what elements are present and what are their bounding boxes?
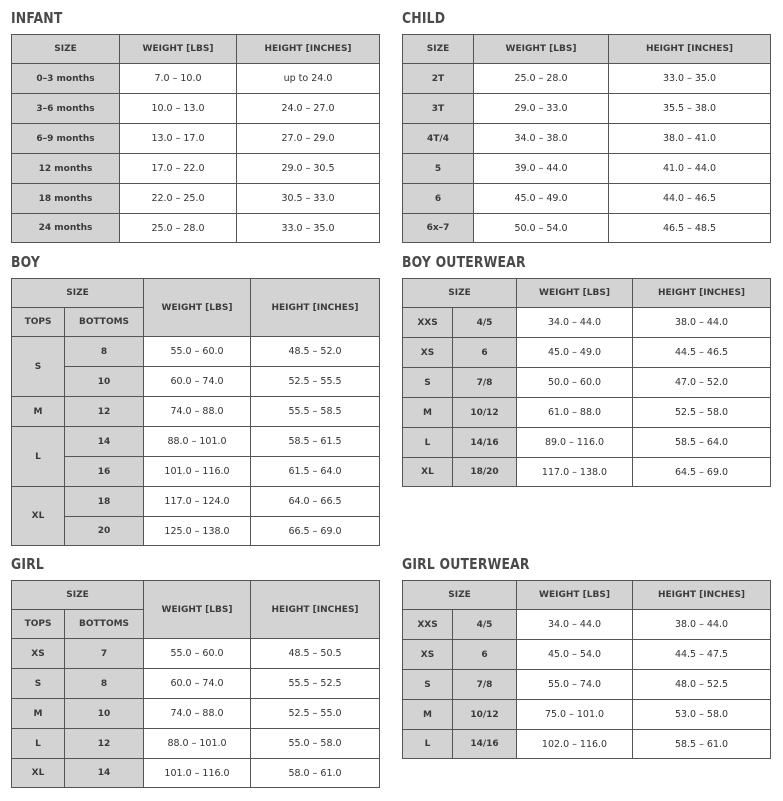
- table-row: [403, 670, 771, 700]
- height-cell: 66.5 – 69.0: [251, 517, 380, 546]
- girl-outerwear-title: GIRL OUTERWEAR: [402, 555, 530, 573]
- tops-cell: S: [12, 669, 65, 699]
- table-row: [403, 64, 771, 94]
- weight-cell: 89.0 – 116.0: [517, 428, 633, 458]
- weight-cell: 101.0 – 116.0: [144, 457, 251, 487]
- weight-header: WEIGHT [LBS]: [120, 35, 237, 64]
- height-cell: 53.0 – 58.0: [633, 700, 771, 730]
- bottoms-cell: 18/20: [453, 458, 517, 487]
- bottoms-cell: 14/16: [453, 730, 517, 759]
- height-cell: 58.5 – 61.5: [251, 427, 380, 457]
- size-header: SIZE: [12, 279, 144, 308]
- height-cell: 52.5 – 55.0: [251, 699, 380, 729]
- size-cell: 5: [403, 154, 474, 184]
- size-cell: 3–6 months: [12, 94, 120, 124]
- tops-cell: M: [403, 700, 453, 730]
- tops-cell: XXS: [403, 308, 453, 338]
- tops-cell: XS: [12, 639, 65, 669]
- weight-cell: 45.0 – 54.0: [517, 640, 633, 670]
- child-table: [402, 34, 771, 243]
- bottoms-cell: 18: [65, 487, 144, 517]
- tops-cell: S: [12, 337, 65, 397]
- bottoms-cell: 8: [65, 337, 144, 367]
- weight-cell: 45.0 – 49.0: [517, 338, 633, 368]
- table-row: [12, 124, 380, 154]
- height-cell: 64.0 – 66.5: [251, 487, 380, 517]
- bottoms-cell: 4/5: [453, 308, 517, 338]
- height-cell: 27.0 – 29.0: [237, 124, 380, 154]
- weight-cell: 22.0 – 25.0: [120, 184, 237, 214]
- size-cell: 4T/4: [403, 124, 474, 154]
- bottoms-cell: 14/16: [453, 428, 517, 458]
- girl-outerwear-section: [402, 554, 770, 759]
- tops-cell: XL: [403, 458, 453, 487]
- bottoms-cell: 6: [453, 338, 517, 368]
- table-row: [403, 700, 771, 730]
- height-cell: 55.0 – 58.0: [251, 729, 380, 759]
- bottoms-cell: 7/8: [453, 670, 517, 700]
- size-header: SIZE: [12, 581, 144, 610]
- size-header: SIZE: [12, 35, 120, 64]
- height-cell: 64.5 – 69.0: [633, 458, 771, 487]
- weight-header: WEIGHT [LBS]: [517, 279, 633, 308]
- height-cell: 47.0 – 52.0: [633, 368, 771, 398]
- bottoms-header: BOTTOMS: [65, 610, 144, 639]
- weight-header: WEIGHT [LBS]: [474, 35, 609, 64]
- boy-outerwear-table: [402, 278, 771, 487]
- tops-cell: L: [403, 428, 453, 458]
- weight-cell: 34.0 – 44.0: [517, 610, 633, 640]
- height-cell: 41.0 – 44.0: [609, 154, 771, 184]
- weight-cell: 61.0 – 88.0: [517, 398, 633, 428]
- bottoms-cell: 14: [65, 427, 144, 457]
- height-cell: 38.0 – 44.0: [633, 610, 771, 640]
- bottoms-cell: 7/8: [453, 368, 517, 398]
- table-row: [403, 398, 771, 428]
- size-cell: 2T: [403, 64, 474, 94]
- table-row: [12, 457, 380, 487]
- bottoms-cell: 12: [65, 397, 144, 427]
- height-cell: 58.5 – 64.0: [633, 428, 771, 458]
- weight-cell: 29.0 – 33.0: [474, 94, 609, 124]
- bottoms-cell: 6: [453, 640, 517, 670]
- weight-cell: 45.0 – 49.0: [474, 184, 609, 214]
- weight-cell: 34.0 – 38.0: [474, 124, 609, 154]
- table-row: [403, 338, 771, 368]
- weight-cell: 74.0 – 88.0: [144, 397, 251, 427]
- weight-cell: 50.0 – 54.0: [474, 214, 609, 243]
- size-cell: 3T: [403, 94, 474, 124]
- tops-cell: XL: [12, 759, 65, 788]
- size-cell: 6: [403, 184, 474, 214]
- table-row: [12, 729, 380, 759]
- table-row: [12, 337, 380, 367]
- table-row: [12, 639, 380, 669]
- weight-cell: 50.0 – 60.0: [517, 368, 633, 398]
- tops-header: TOPS: [12, 610, 65, 639]
- tops-cell: L: [12, 729, 65, 759]
- bottoms-cell: 20: [65, 517, 144, 546]
- bottoms-cell: 10/12: [453, 398, 517, 428]
- size-cell: 24 months: [12, 214, 120, 243]
- height-cell: 35.5 – 38.0: [609, 94, 771, 124]
- table-row: [403, 458, 771, 487]
- table-row: [403, 308, 771, 338]
- table-row: [403, 184, 771, 214]
- weight-cell: 10.0 – 13.0: [120, 94, 237, 124]
- table-row: [12, 154, 380, 184]
- boy-outerwear-section: [402, 252, 770, 487]
- table-row: [403, 730, 771, 759]
- girl-outerwear-table: [402, 580, 771, 759]
- height-cell: 33.0 – 35.0: [237, 214, 380, 243]
- weight-cell: 7.0 – 10.0: [120, 64, 237, 94]
- bottoms-cell: 12: [65, 729, 144, 759]
- weight-cell: 88.0 – 101.0: [144, 427, 251, 457]
- weight-cell: 117.0 – 138.0: [517, 458, 633, 487]
- bottoms-cell: 14: [65, 759, 144, 788]
- size-cell: 18 months: [12, 184, 120, 214]
- weight-cell: 34.0 – 44.0: [517, 308, 633, 338]
- weight-cell: 13.0 – 17.0: [120, 124, 237, 154]
- infant-table: [11, 34, 380, 243]
- tops-cell: XS: [403, 338, 453, 368]
- weight-cell: 102.0 – 116.0: [517, 730, 633, 759]
- height-cell: 48.0 – 52.5: [633, 670, 771, 700]
- girl-title: GIRL: [11, 555, 45, 573]
- size-cell: 6–9 months: [12, 124, 120, 154]
- weight-cell: 55.0 – 74.0: [517, 670, 633, 700]
- height-cell: 38.0 – 41.0: [609, 124, 771, 154]
- height-cell: 55.5 – 58.5: [251, 397, 380, 427]
- table-row: [12, 759, 380, 788]
- weight-header: WEIGHT [LBS]: [144, 581, 251, 639]
- height-cell: 48.5 – 52.0: [251, 337, 380, 367]
- table-row: [12, 517, 380, 546]
- bottoms-cell: 7: [65, 639, 144, 669]
- tops-cell: XS: [403, 640, 453, 670]
- child-title: CHILD: [402, 9, 446, 27]
- height-cell: 44.5 – 47.5: [633, 640, 771, 670]
- height-cell: 61.5 – 64.0: [251, 457, 380, 487]
- table-row: [403, 640, 771, 670]
- boy-section: [11, 252, 379, 546]
- bottoms-cell: 10: [65, 699, 144, 729]
- girl-table: [11, 580, 380, 788]
- tops-cell: XL: [12, 487, 65, 546]
- weight-cell: 25.0 – 28.0: [120, 214, 237, 243]
- table-row: [12, 184, 380, 214]
- height-cell: 44.0 – 46.5: [609, 184, 771, 214]
- height-header: HEIGHT [INCHES]: [633, 581, 771, 610]
- height-cell: 38.0 – 44.0: [633, 308, 771, 338]
- size-header: SIZE: [403, 279, 517, 308]
- infant-title: INFANT: [11, 9, 63, 27]
- height-header: HEIGHT [INCHES]: [237, 35, 380, 64]
- bottoms-cell: 4/5: [453, 610, 517, 640]
- weight-cell: 74.0 – 88.0: [144, 699, 251, 729]
- weight-cell: 17.0 – 22.0: [120, 154, 237, 184]
- bottoms-cell: 16: [65, 457, 144, 487]
- boy-outerwear-title: BOY OUTERWEAR: [402, 253, 526, 271]
- weight-cell: 125.0 – 138.0: [144, 517, 251, 546]
- tops-cell: M: [403, 398, 453, 428]
- bottoms-header: BOTTOMS: [65, 308, 144, 337]
- table-row: [12, 669, 380, 699]
- weight-cell: 75.0 – 101.0: [517, 700, 633, 730]
- tops-cell: M: [12, 699, 65, 729]
- table-row: [403, 94, 771, 124]
- height-cell: 24.0 – 27.0: [237, 94, 380, 124]
- height-cell: 52.5 – 55.5: [251, 367, 380, 397]
- weight-header: WEIGHT [LBS]: [144, 279, 251, 337]
- table-row: [403, 214, 771, 243]
- size-cell: 6x–7: [403, 214, 474, 243]
- height-cell: 48.5 – 50.5: [251, 639, 380, 669]
- height-header: HEIGHT [INCHES]: [633, 279, 771, 308]
- table-row: [12, 397, 380, 427]
- height-cell: 55.5 – 52.5: [251, 669, 380, 699]
- child-section: [402, 8, 770, 243]
- tops-cell: L: [403, 730, 453, 759]
- height-cell: 52.5 – 58.0: [633, 398, 771, 428]
- bottoms-cell: 8: [65, 669, 144, 699]
- table-row: [403, 610, 771, 640]
- table-row: [403, 368, 771, 398]
- height-cell: 58.0 – 61.0: [251, 759, 380, 788]
- table-row: [12, 64, 380, 94]
- weight-header: WEIGHT [LBS]: [517, 581, 633, 610]
- table-row: [12, 427, 380, 457]
- weight-cell: 101.0 – 116.0: [144, 759, 251, 788]
- height-cell: 33.0 – 35.0: [609, 64, 771, 94]
- height-cell: 30.5 – 33.0: [237, 184, 380, 214]
- tops-cell: L: [12, 427, 65, 487]
- height-header: HEIGHT [INCHES]: [609, 35, 771, 64]
- size-cell: 0–3 months: [12, 64, 120, 94]
- bottoms-cell: 10/12: [453, 700, 517, 730]
- tops-cell: S: [403, 368, 453, 398]
- size-header: SIZE: [403, 581, 517, 610]
- weight-cell: 55.0 – 60.0: [144, 337, 251, 367]
- height-cell: 29.0 – 30.5: [237, 154, 380, 184]
- size-header: SIZE: [403, 35, 474, 64]
- weight-cell: 60.0 – 74.0: [144, 669, 251, 699]
- girl-section: [11, 554, 379, 788]
- weight-cell: 25.0 – 28.0: [474, 64, 609, 94]
- height-header: HEIGHT [INCHES]: [251, 279, 380, 337]
- infant-section: [11, 8, 379, 243]
- size-cell: 12 months: [12, 154, 120, 184]
- tops-cell: S: [403, 670, 453, 700]
- height-cell: 44.5 – 46.5: [633, 338, 771, 368]
- table-row: [12, 487, 380, 517]
- tops-header: TOPS: [12, 308, 65, 337]
- table-row: [12, 699, 380, 729]
- tops-cell: XXS: [403, 610, 453, 640]
- boy-table: [11, 278, 380, 546]
- weight-cell: 39.0 – 44.0: [474, 154, 609, 184]
- weight-cell: 55.0 – 60.0: [144, 639, 251, 669]
- height-cell: 58.5 – 61.0: [633, 730, 771, 759]
- table-row: [12, 367, 380, 397]
- table-row: [12, 94, 380, 124]
- table-row: [403, 124, 771, 154]
- bottoms-cell: 10: [65, 367, 144, 397]
- height-header: HEIGHT [INCHES]: [251, 581, 380, 639]
- table-row: [403, 428, 771, 458]
- weight-cell: 88.0 – 101.0: [144, 729, 251, 759]
- weight-cell: 117.0 – 124.0: [144, 487, 251, 517]
- tops-cell: M: [12, 397, 65, 427]
- table-row: [12, 214, 380, 243]
- height-cell: 46.5 – 48.5: [609, 214, 771, 243]
- table-row: [403, 154, 771, 184]
- boy-title: BOY: [11, 253, 41, 271]
- weight-cell: 60.0 – 74.0: [144, 367, 251, 397]
- height-cell: up to 24.0: [237, 64, 380, 94]
